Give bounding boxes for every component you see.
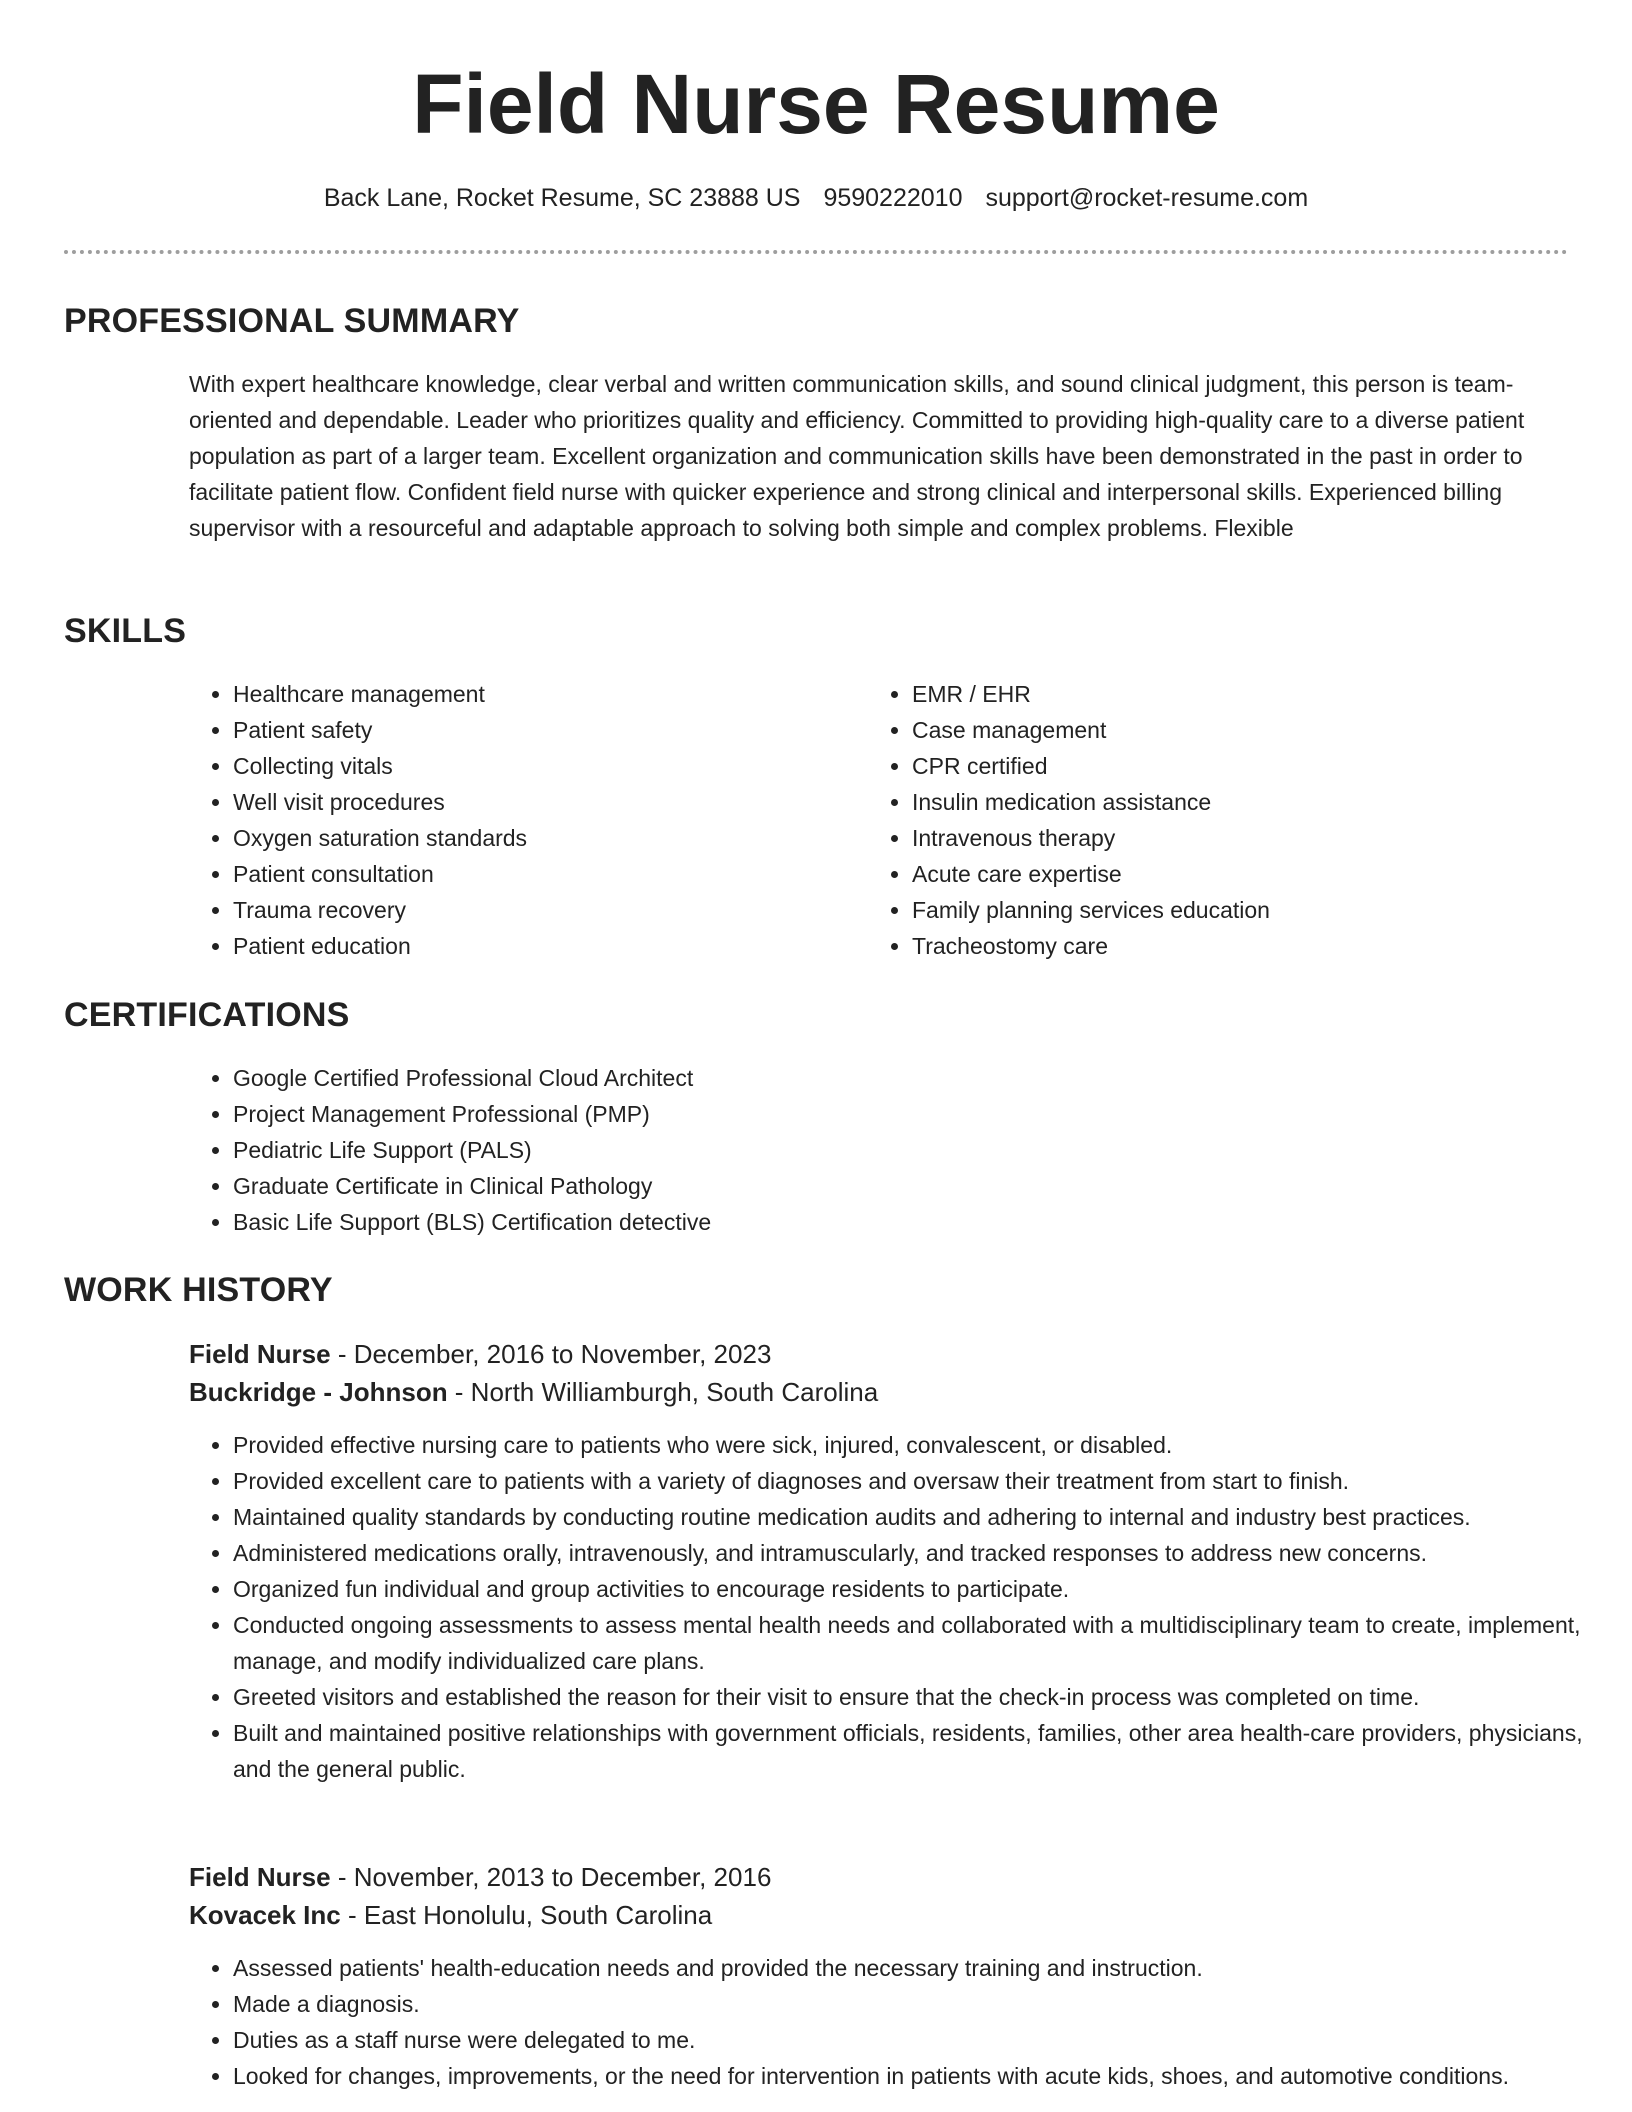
list-item: • Insulin medication assistance [912,784,1568,820]
list-item: • Family planning services education [912,892,1568,928]
list-item: • Collecting vitals [233,748,829,784]
list-item: • Duties as a staff nurse were delegated to me. [233,2022,1613,2058]
list-item: • Administered medications orally, intravenously, and intramuscularly, and tracked responses to address new concerns. [233,1535,1613,1571]
job-company: Buckridge - Johnson [189,1377,448,1407]
list-item: • Healthcare management [233,676,829,712]
job-title: Field Nurse [189,1339,331,1369]
list-item: • Built and maintained positive relationships with government officials, residents, families, other area health-care providers, physicians, and the general public. [233,1715,1613,1787]
section-title-work-history: WORK HISTORY [64,1271,333,1309]
list-item: • Provided excellent care to patients with a variety of diagnoses and oversaw their treatment from start to finish. [233,1463,1613,1499]
skills-column-left [189,676,829,964]
list-item: • EMR / EHR [912,676,1568,712]
list-item: • Assessed patients' health-education needs and provided the necessary training and instruction. [233,1950,1613,1986]
list-item: • Pediatric Life Support (PALS) [233,1132,1489,1168]
page-title: Field Nurse Resume [412,57,1220,151]
job-title-line [189,1335,1569,1373]
job-company-line [189,1896,1569,1934]
list-item: • Tracheostomy care [912,928,1568,964]
list-item: • Maintained quality standards by conducting routine medication audits and adhering to internal and industry best practices. [233,1499,1613,1535]
list-item: • Basic Life Support (BLS) Certification detective [233,1204,1489,1240]
job-location: - North Williamburgh, South Carolina [447,1377,879,1407]
list-item: • Patient consultation [233,856,829,892]
certifications-list [189,1060,1489,1240]
list-item: • Organized fun individual and group activities to encourage residents to participate. [233,1571,1613,1607]
job-entry-2 [189,1858,1569,2094]
list-item: • Graduate Certificate in Clinical Pathology [233,1168,1489,1204]
section-title-skills: SKILLS [64,612,187,650]
list-item: • Made a diagnosis. [233,1986,1613,2022]
list-item: • Patient safety [233,712,829,748]
list-item: • Conducted ongoing assessments to assess mental health needs and collaborated with a multidisciplinary team to create, implement, manage, and modify individualized care plans. [233,1607,1613,1679]
list-item: • Patient education [233,928,829,964]
skills-list-left [189,676,829,964]
list-item: • Provided effective nursing care to patients who were sick, injured, convalescent, or disabled. [233,1427,1613,1463]
skills-column-right [868,676,1568,964]
job-duties-list [189,1950,1613,2094]
header-divider [64,250,1568,254]
summary-text: With expert healthcare knowledge, clear verbal and written communication skills, and sound clinical judgment, this person is team-oriented and dependable. Leader who prioritizes quality and efficiency. Committed to providing high-quality care to a diverse patient population as part of a larger team. Excellent organization and communication skills have been demonstrated in the past in order to facilitate patient flow. Confident field nurse with quicker experience and strong clinical and interpersonal skills. Experienced billing supervisor with a resourceful and adaptable approach to solving both simple and complex problems. Flexible [189,371,1525,541]
list-item: • Oxygen saturation standards [233,820,829,856]
contact-address: Back Lane, Rocket Resume, SC 23888 US [323,184,801,212]
job-title: Field Nurse [189,1862,331,1892]
list-item: • Looked for changes, improvements, or the need for intervention in patients with acute kids, shoes, and automotive conditions. [233,2058,1613,2094]
list-item: • Greeted visitors and established the reason for their visit to ensure that the check-in process was completed on time. [233,1679,1613,1715]
contact-email: support@rocket-resume.com [985,184,1309,212]
certifications-block [189,1060,1489,1240]
list-item: • Project Management Professional (PMP) [233,1096,1489,1132]
list-item: • Google Certified Professional Cloud Architect [233,1060,1489,1096]
list-item: • CPR certified [912,748,1568,784]
job-company: Kovacek Inc [189,1900,341,1930]
job-dates: - December, 2016 to November, 2023 [330,1339,772,1369]
contact-phone: 9590222010 [823,184,963,212]
skills-list-right [868,676,1568,964]
job-duties-list [189,1427,1613,1787]
job-dates: - November, 2013 to December, 2016 [330,1862,772,1892]
list-item: • Well visit procedures [233,784,829,820]
job-title-line [189,1858,1569,1896]
job-entry-1 [189,1335,1583,1787]
list-item: • Trauma recovery [233,892,829,928]
job-location: - East Honolulu, South Carolina [340,1900,713,1930]
contact-line [0,182,1632,214]
job-company-line [189,1373,1569,1411]
list-item: • Intravenous therapy [912,820,1568,856]
list-item: • Acute care expertise [912,856,1568,892]
list-item: • Case management [912,712,1568,748]
section-title-summary: PROFESSIONAL SUMMARY [64,302,520,340]
section-title-certifications: CERTIFICATIONS [64,996,350,1034]
